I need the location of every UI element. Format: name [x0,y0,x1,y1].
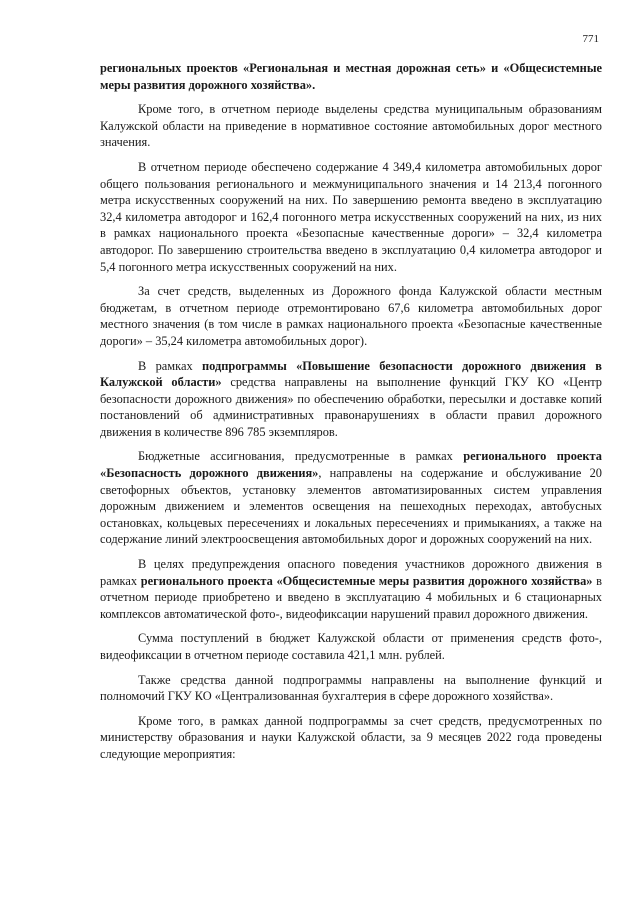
text-run: Сумма поступлений в бюджет Калужской области от применения средств фото-, видеофиксации в отчетном периоде составила 421,1 млн. рублей. [100,631,602,662]
text-run: , направлены на содержание и обслуживание 20 светофорных объектов, установку элементов автоматизированных систем управления дорожным движением и элементов освещения на пешеходных переходах, автобусных остановках, кольцевых пересечениях и локальных пересечениях и примыканиях, а также на содержание линий электроосвещения автомобильных дорог и дорожных сооружений на них. [100,466,602,547]
body-paragraph [100,672,602,705]
document-body [100,60,602,771]
text-run: Кроме того, в отчетном периоде выделены средства муниципальным образованиям Калужской области на приведение в нормативное состояние автомобильных дорог местного значения. [100,102,602,150]
bold-text-run: региональных проектов «Региональная и местная дорожная сеть» и «Общесистемные меры развития дорожного хозяйства». [100,61,602,92]
text-run: За счет средств, выделенных из Дорожного фонда Калужской области местным бюджетам, в отчетном периоде отремонтировано 67,6 километра автомобильных дорог местного значения (в том числе в рамках национального проекта «Безопасные качественные дороги» – 35,24 километра автомобильных дорог). [100,284,602,348]
body-paragraph [100,448,602,548]
page-number: 771 [582,33,599,45]
text-run: Бюджетные ассигнования, предусмотренные в рамках [138,449,464,464]
text-run: в отчетном периоде приобретено и введено в эксплуатацию 4 мобильных и 6 стационарных комплексов автоматической фото-, видеофиксации нарушений правил дорожного движения. [100,573,602,621]
body-paragraph [100,630,602,663]
bold-text-run: регионального проекта «Общесистемные меры развития дорожного хозяйства» [140,573,593,588]
body-paragraph [100,713,602,763]
body-paragraph [100,283,602,349]
text-run: В целях предупреждения опасного поведения участников дорожного движения в рамках [100,557,602,588]
text-run: средства направлены на выполнение функций ГКУ КО «Центр безопасности дорожного движения» по обеспечению обработки, пересылки и доставке копий постановлений об административных правонарушениях в области правил дорожного движения в количестве 896 785 экземпляров. [100,375,602,439]
text-run: В отчетном периоде обеспечено содержание 4 349,4 километра автомобильных дорог общего пользования регионального и межмуниципального значения и 14 213,4 погонного метра искусственных сооружений на них. По завершению ремонта введено в эксплуатацию 32,4 километра автодорог и 162,4 погонного метра искусственных сооружений на них, из них в рамках национального проекта «Безопасные качественные дороги» – 32,4 километра автодорог. По завершению строительства введено в эксплуатацию 0,4 километра автодорог и 5,4 погонного метра искусственных сооружений на них. [100,159,602,274]
text-run: Также средства данной подпрограммы направлены на выполнение функций и полномочий ГКУ КО «Централизованная бухгалтерия в сфере дорожного хозяйства». [100,672,602,704]
body-paragraph [100,101,602,151]
text-run: В рамках [138,358,203,373]
bold-text-run: подпрограммы «Повышение безопасности дорожного движения в Калужской области» [100,358,602,390]
body-paragraph [100,556,602,622]
body-paragraph [100,358,602,441]
text-run: Кроме того, в рамках данной подпрограммы за счет средств, предусмотренных по министерству образования и науки Калужской области, за 9 месяцев 2022 года проведены следующие мероприятия: [100,713,602,761]
body-paragraph [100,159,602,275]
body-paragraph [100,60,602,93]
bold-text-run: регионального проекта «Безопасность дорожного движения» [100,449,602,481]
